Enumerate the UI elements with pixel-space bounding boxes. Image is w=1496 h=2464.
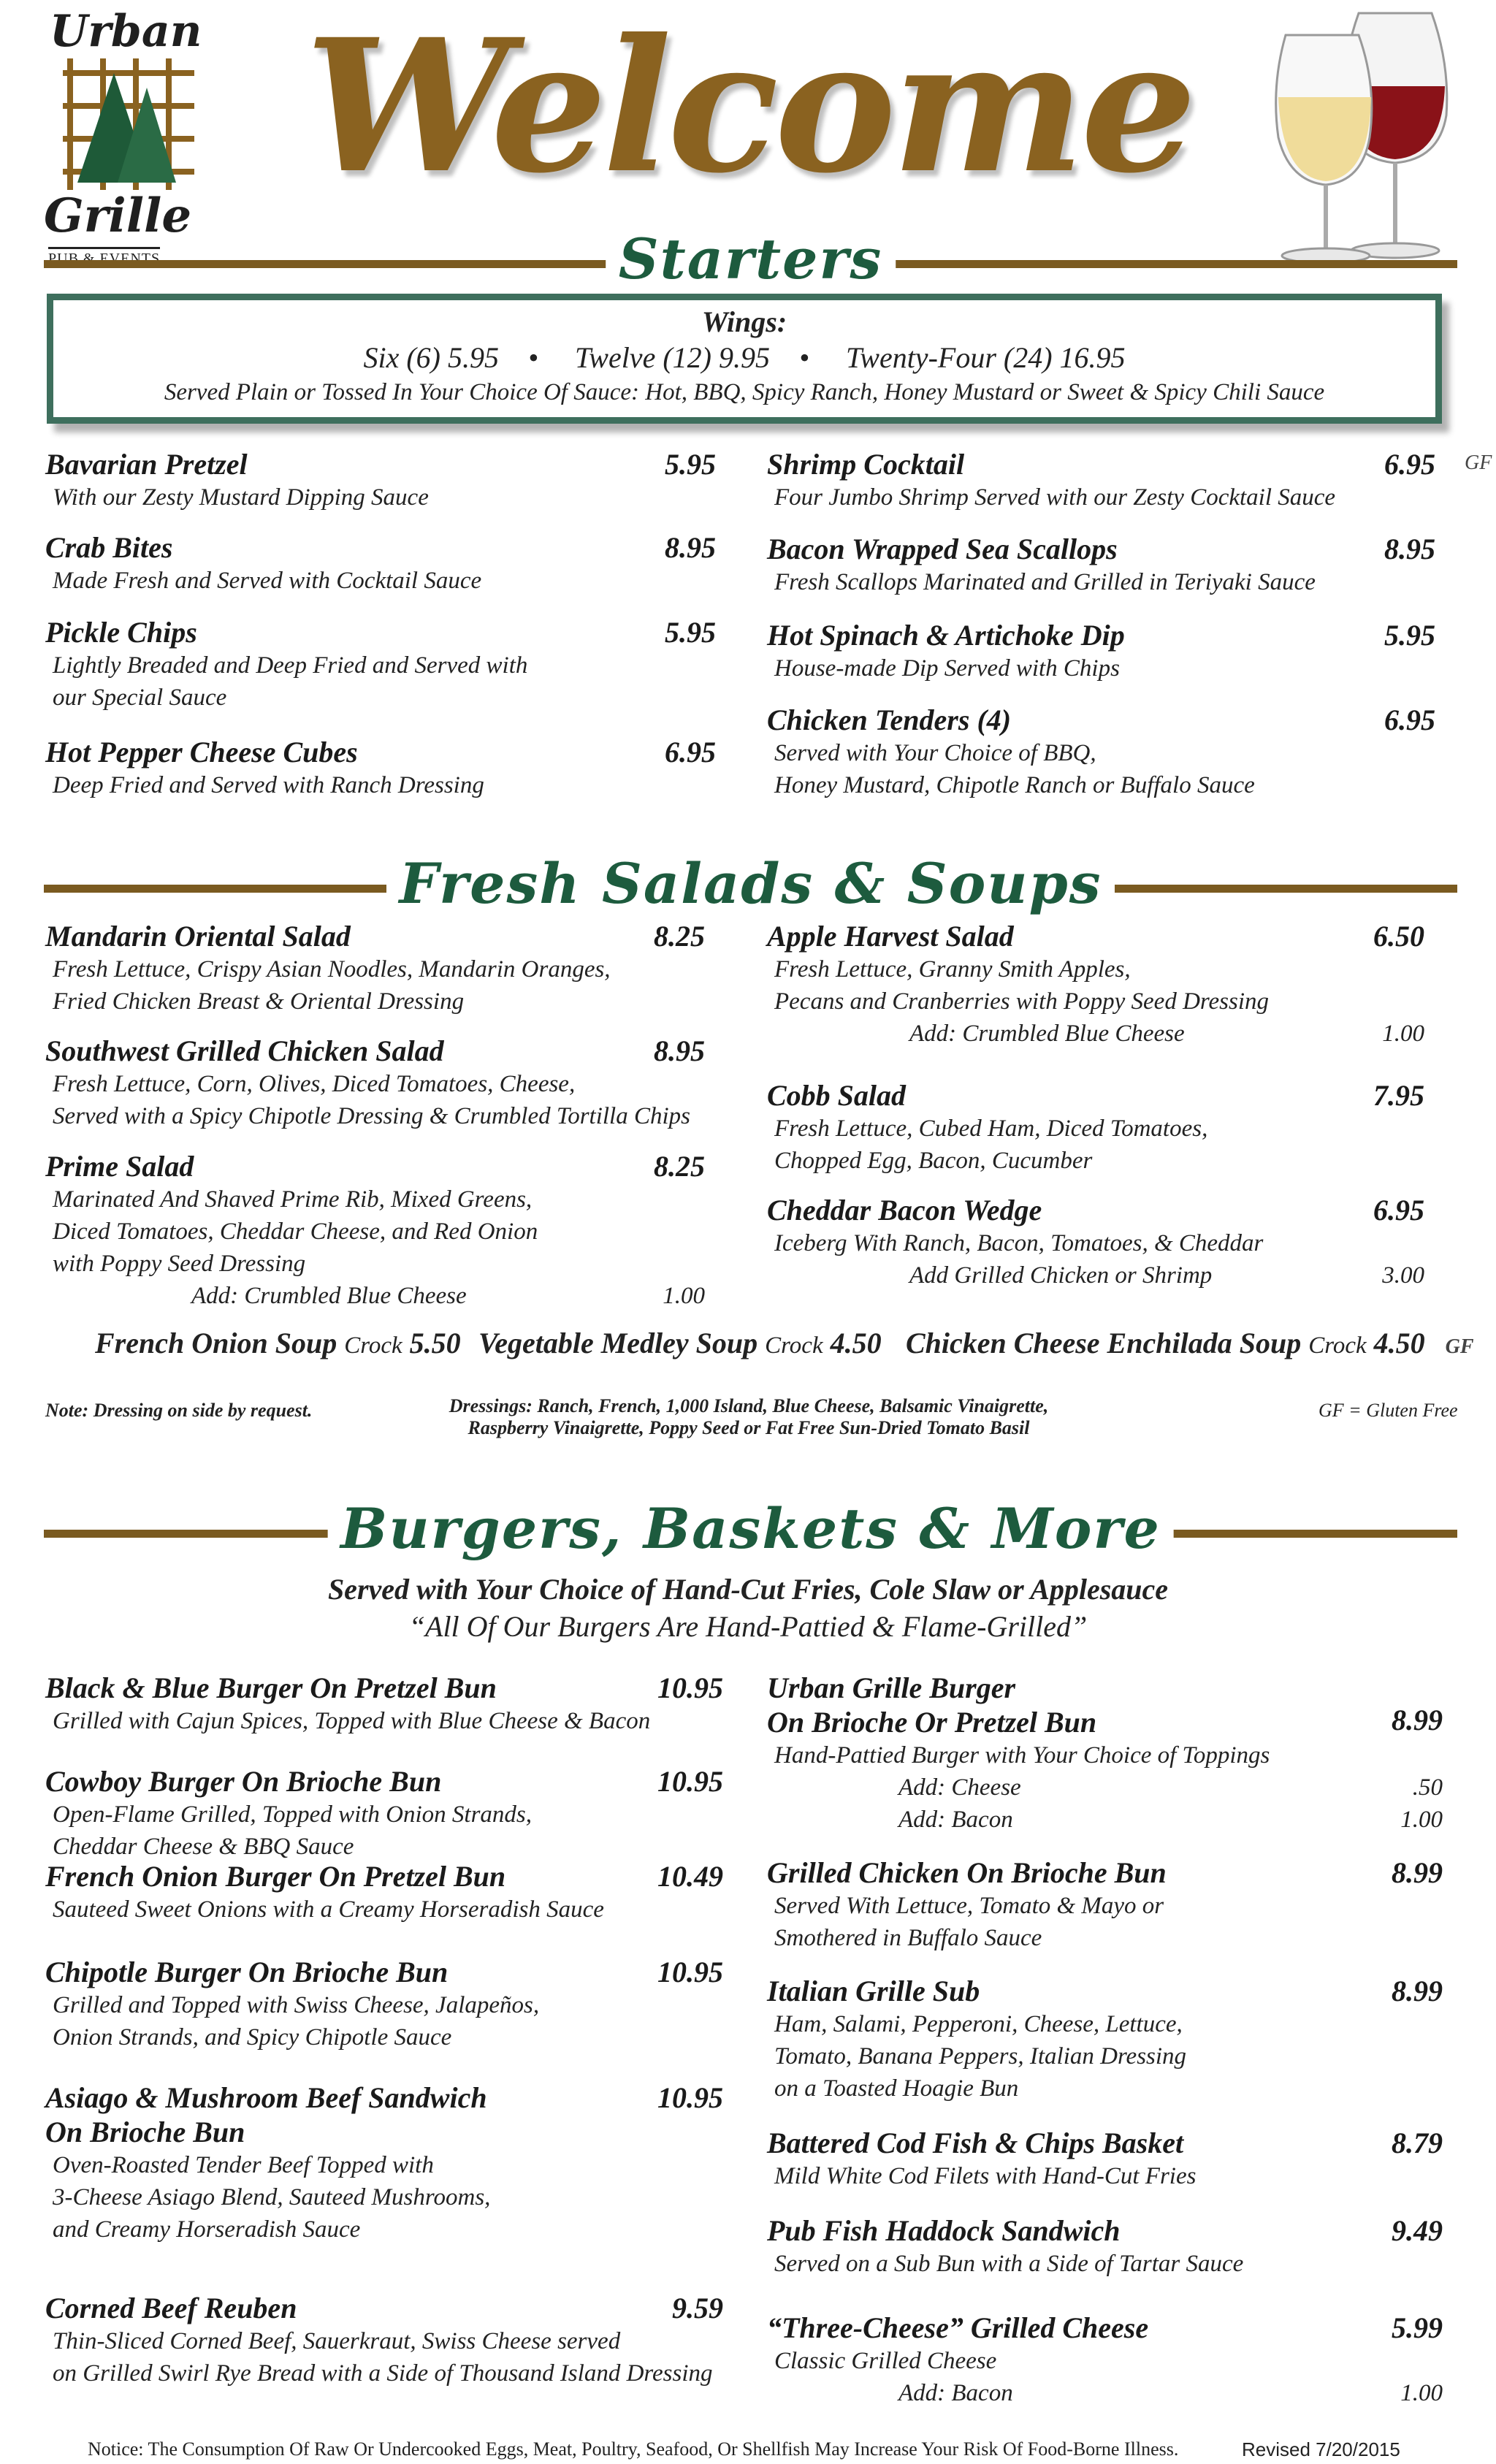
- item-add-on: [898, 1804, 1443, 1836]
- item-add-on: [909, 1259, 1424, 1292]
- wings-six: Six (6) 5.95: [363, 341, 499, 374]
- soup-name: Vegetable Medley Soup: [478, 1327, 758, 1359]
- menu-item: [45, 735, 716, 801]
- item-price: 10.95: [657, 1671, 723, 1704]
- item-price: 8.79: [1392, 2127, 1443, 2159]
- item-description: Sauteed Sweet Onions with a Creamy Horseradish Sauce: [53, 1896, 604, 1923]
- soup-price: 5.50: [409, 1327, 461, 1359]
- item-description: Ham, Salami, Pepperoni, Cheese, Lettuce,: [774, 2011, 1183, 2037]
- item-price: 8.25: [654, 920, 705, 953]
- menu-item: [45, 919, 705, 1018]
- add-on-label: Add: Bacon: [898, 2380, 1013, 2406]
- logo-trees-icon: [63, 58, 194, 190]
- salads-heading: Fresh Salads & Soups: [386, 851, 1115, 916]
- item-name: Grilled Chicken On Brioche Bun: [767, 1856, 1167, 1889]
- item-description: Served With Lettuce, Tomato & Mayo or: [774, 1893, 1164, 1919]
- item-description: Grilled and Topped with Swiss Cheese, Jalapeños,: [53, 1992, 540, 2018]
- menu-item: [767, 532, 1435, 598]
- dressings-line-1: Dressings: Ranch, French, 1,000 Island, Blue Cheese, Balsamic Vinaigrette,: [449, 1395, 1049, 1416]
- menu-item: [767, 1671, 1443, 1836]
- item-price: 10.95: [657, 2081, 723, 2114]
- item-description: Chopped Egg, Bacon, Cucumber: [774, 1148, 1093, 1174]
- menu-item: [767, 919, 1424, 1050]
- item-name-line-2: On Brioche Or Pretzel Bun: [767, 1706, 1097, 1739]
- wings-twelve: Twelve (12) 9.95: [574, 341, 770, 374]
- menu-item: [45, 1764, 723, 1863]
- dressing-side-note: Note: Dressing on side by request.: [45, 1400, 313, 1421]
- item-description: Mild White Cod Filets with Hand-Cut Fries: [774, 2163, 1197, 2189]
- item-name: Corned Beef Reuben: [45, 2292, 297, 2324]
- item-description: Fried Chicken Breast & Oriental Dressing: [53, 988, 465, 1015]
- menu-item: [45, 1859, 723, 1926]
- add-on-label: Add: Crumbled Blue Cheese: [191, 1283, 467, 1309]
- item-name: Apple Harvest Salad: [767, 920, 1014, 953]
- item-name: Cowboy Burger On Brioche Bun: [45, 1765, 442, 1798]
- item-name: Cheddar Bacon Wedge: [767, 1194, 1042, 1227]
- item-name: Bavarian Pretzel: [45, 448, 248, 481]
- gf-badge: GF: [1465, 451, 1492, 474]
- item-price: 9.49: [1392, 2214, 1443, 2247]
- item-name: Bacon Wrapped Sea Scallops: [767, 533, 1118, 565]
- item-description: with Poppy Seed Dressing: [53, 1251, 306, 1277]
- add-on-label: Add: Bacon: [898, 1807, 1013, 1833]
- item-description: House-made Dip Served with Chips: [774, 655, 1120, 682]
- soup-price: 4.50: [830, 1327, 882, 1359]
- salads-divider: [44, 851, 1457, 916]
- soup-name: Chicken Cheese Enchilada Soup: [906, 1327, 1302, 1359]
- item-description: Pecans and Cranberries with Poppy Seed Dressing: [774, 988, 1270, 1015]
- menu-item: [45, 1671, 723, 1737]
- item-name: Mandarin Oriental Salad: [45, 920, 351, 953]
- item-description: Fresh Lettuce, Granny Smith Apples,: [774, 956, 1131, 983]
- item-description: on Grilled Swirl Rye Bread with a Side of Thousand Island Dressing: [53, 2360, 713, 2387]
- item-price: 5.95: [665, 448, 716, 481]
- item-description: Fresh Lettuce, Corn, Olives, Diced Tomatoes, Cheese,: [53, 1071, 576, 1097]
- item-name: Hot Spinach & Artichoke Dip: [767, 619, 1125, 652]
- item-name: Crab Bites: [45, 531, 173, 564]
- item-description: Onion Strands, and Spicy Chipotle Sauce: [53, 2024, 452, 2051]
- soup-crock: Crock: [1308, 1332, 1367, 1359]
- soup-name: French Onion Soup: [95, 1327, 337, 1359]
- item-name: Prime Salad: [45, 1150, 194, 1183]
- item-price: 10.49: [657, 1860, 723, 1893]
- item-add-on: [191, 1280, 705, 1312]
- item-description: Four Jumbo Shrimp Served with our Zesty Cocktail Sauce: [774, 484, 1336, 511]
- item-name: Chipotle Burger On Brioche Bun: [45, 1956, 449, 1988]
- item-name: Urban Grille Burger: [767, 1671, 1016, 1704]
- logo-urban-text: Urban: [50, 6, 202, 57]
- item-name: “Three-Cheese” Grilled Cheese: [767, 2311, 1149, 2344]
- item-name: French Onion Burger On Pretzel Bun: [45, 1860, 506, 1893]
- logo-grille-text: Grille: [44, 188, 192, 243]
- dressings-list: [409, 1395, 1088, 1439]
- item-add-on: [898, 1771, 1443, 1804]
- menu-item: [767, 1974, 1443, 2105]
- item-price: 6.95: [665, 736, 716, 768]
- item-price: 8.25: [654, 1150, 705, 1183]
- item-price: 10.95: [657, 1765, 723, 1798]
- soup-french-onion: [95, 1326, 461, 1360]
- item-price: 8.95: [654, 1034, 705, 1067]
- menu-item: [45, 1149, 705, 1312]
- item-name-line-2: On Brioche Bun: [45, 2116, 245, 2148]
- item-description: Fresh Lettuce, Cubed Ham, Diced Tomatoes,: [774, 1115, 1208, 1142]
- add-on-price: 1.00: [663, 1283, 705, 1309]
- item-name: Shrimp Cocktail: [767, 448, 965, 481]
- gf-key: GF = Gluten Free: [1318, 1400, 1458, 1421]
- starters-heading: Starters: [606, 226, 896, 291]
- item-price: 5.95: [665, 616, 716, 649]
- food-safety-notice: Notice: The Consumption Of Raw Or Undercooked Eggs, Meat, Poultry, Seafood, Or Shellfish May Increase Your Risk Of Food-Borne Illness.: [88, 2438, 1179, 2460]
- item-description: Oven-Roasted Tender Beef Topped with: [53, 2152, 434, 2178]
- item-price: 6.95: [1384, 703, 1435, 736]
- menu-item: [767, 703, 1435, 801]
- add-on-price: 3.00: [1382, 1262, 1424, 1289]
- item-name: Cobb Salad: [767, 1079, 907, 1112]
- item-description: With our Zesty Mustard Dipping Sauce: [53, 484, 429, 511]
- menu-item: [767, 618, 1435, 684]
- item-description: Served with Your Choice of BBQ,: [774, 740, 1096, 766]
- add-on-label: Add: Cheese: [898, 1774, 1021, 1801]
- item-name: Hot Pepper Cheese Cubes: [45, 736, 358, 768]
- add-on-price: 1.00: [1400, 1807, 1443, 1833]
- soup-crock: Crock: [344, 1332, 402, 1359]
- burger-intro: [0, 1572, 1496, 1644]
- item-description: Diced Tomatoes, Cheddar Cheese, and Red Onion: [53, 1218, 538, 1245]
- item-price: 8.95: [665, 531, 716, 564]
- soup-crock: Crock: [765, 1332, 823, 1359]
- menu-item: [45, 2080, 723, 2246]
- add-on-price: 1.00: [1382, 1021, 1424, 1047]
- item-price: 5.99: [1392, 2311, 1443, 2344]
- item-description: 3-Cheese Asiago Blend, Sauteed Mushrooms,: [53, 2184, 491, 2211]
- wings-title: Wings:: [701, 305, 787, 338]
- item-description: Thin-Sliced Corned Beef, Sauerkraut, Swiss Cheese served: [53, 2328, 621, 2354]
- item-description: Served with a Spicy Chipotle Dressing & Crumbled Tortilla Chips: [53, 1103, 690, 1129]
- add-on-label: Add: Crumbled Blue Cheese: [909, 1021, 1185, 1047]
- item-description: on a Toasted Hoagie Bun: [774, 2075, 1019, 2102]
- item-description: and Creamy Horseradish Sauce: [53, 2216, 361, 2243]
- item-name: Asiago & Mushroom Beef Sandwich: [45, 2081, 487, 2114]
- add-on-price: 1.00: [1400, 2380, 1443, 2406]
- item-description: Hand-Pattied Burger with Your Choice of Toppings: [774, 1742, 1270, 1769]
- menu-item: [45, 1034, 705, 1132]
- menu-item: [45, 615, 716, 714]
- item-price: 6.95: [1373, 1194, 1424, 1227]
- wings-box: [47, 294, 1442, 424]
- logo-tagline: PUB & EVENTS: [48, 247, 160, 267]
- wings-twentyfour: Twenty-Four (24) 16.95: [845, 341, 1126, 374]
- item-description: Open-Flame Grilled, Topped with Onion Strands,: [53, 1801, 533, 1828]
- item-description: Lightly Breaded and Deep Fried and Served with: [53, 652, 528, 679]
- add-on-price: .50: [1412, 1774, 1443, 1801]
- menu-item: [767, 1078, 1424, 1177]
- item-price: 8.95: [1384, 533, 1435, 565]
- item-name: Battered Cod Fish & Chips Basket: [767, 2127, 1184, 2159]
- urban-grille-logo: [35, 6, 218, 267]
- item-add-on: [898, 2377, 1443, 2409]
- item-description: Made Fresh and Served with Cocktail Sauce: [53, 568, 482, 594]
- menu-item: [767, 2311, 1443, 2409]
- item-price: 9.59: [672, 2292, 723, 2324]
- item-price: 8.99: [1392, 1704, 1443, 1736]
- item-description: Grilled with Cajun Spices, Topped with Blue Cheese & Bacon: [53, 1708, 651, 1734]
- menu-item: [45, 1955, 723, 2053]
- burger-hand-pattied-line: “All Of Our Burgers Are Hand-Pattied & Flame-Grilled”: [408, 1610, 1088, 1643]
- dressings-line-2: Raspberry Vinaigrette, Poppy Seed or Fat Free Sun-Dried Tomato Basil: [468, 1417, 1030, 1438]
- starters-divider: [44, 226, 1457, 291]
- menu-item: [767, 2213, 1443, 2280]
- item-description: our Special Sauce: [53, 684, 227, 711]
- menu-item: [767, 1855, 1443, 1954]
- item-price: 6.50: [1373, 920, 1424, 953]
- item-price: 8.99: [1392, 1975, 1443, 2007]
- item-description: Smothered in Buffalo Sauce: [774, 1925, 1042, 1951]
- item-name: Southwest Grilled Chicken Salad: [45, 1034, 444, 1067]
- add-on-label: Add Grilled Chicken or Shrimp: [909, 1262, 1213, 1289]
- item-description: Fresh Scallops Marinated and Grilled in Teriyaki Sauce: [774, 569, 1316, 595]
- item-price: 7.95: [1373, 1079, 1424, 1112]
- item-name: Pub Fish Haddock Sandwich: [767, 2214, 1121, 2247]
- item-description: Marinated And Shaved Prime Rib, Mixed Greens,: [53, 1186, 533, 1213]
- item-add-on: [909, 1018, 1424, 1050]
- welcome-heading: Welcome: [305, 0, 1193, 213]
- burger-sides-line: Served with Your Choice of Hand-Cut Fries, Cole Slaw or Applesauce: [327, 1573, 1169, 1606]
- wings-sauces: Served Plain or Tossed In Your Choice Of Sauce: Hot, BBQ, Spicy Ranch, Honey Mustard or Sweet & Spicy Chili Sauce: [164, 379, 1325, 405]
- item-price: 10.95: [657, 1956, 723, 1988]
- soup-price: 4.50: [1373, 1327, 1425, 1359]
- item-description: Served on a Sub Bun with a Side of Tartar Sauce: [774, 2251, 1244, 2277]
- item-description: Iceberg With Ranch, Bacon, Tomatoes, & Cheddar: [774, 1230, 1264, 1256]
- item-price: 5.95: [1384, 619, 1435, 652]
- item-price: 8.99: [1392, 1856, 1443, 1889]
- item-description: Fresh Lettuce, Crispy Asian Noodles, Mandarin Oranges,: [53, 956, 611, 983]
- item-name: Italian Grille Sub: [767, 1975, 980, 2007]
- menu-item: [767, 2126, 1443, 2192]
- item-name: Chicken Tenders (4): [767, 703, 1012, 736]
- item-name: Pickle Chips: [45, 616, 197, 649]
- menu-item: [767, 1193, 1424, 1292]
- item-description: Deep Fried and Served with Ranch Dressing: [53, 772, 484, 798]
- item-price: 6.95: [1384, 448, 1435, 481]
- item-description: Honey Mustard, Chipotle Ranch or Buffalo Sauce: [774, 772, 1255, 798]
- gf-badge: GF: [1445, 1335, 1474, 1358]
- menu-item: [45, 2291, 723, 2389]
- burgers-divider: [44, 1496, 1457, 1561]
- menu-item: [45, 530, 716, 597]
- item-description: Classic Grilled Cheese: [774, 2348, 997, 2374]
- item-description: Cheddar Cheese & BBQ Sauce: [53, 1834, 354, 1860]
- menu-item: [767, 447, 1492, 514]
- menu-item: [45, 447, 716, 514]
- revised-date: Revised 7/20/2015: [1242, 2438, 1400, 2460]
- soup-chicken-enchilada: [906, 1326, 1474, 1360]
- wings-prices: Six (6) 5.95 • Twelve (12) 9.95 • Twenty-Four (24) 16.95: [363, 341, 1126, 374]
- burgers-heading: Burgers, Baskets & More: [327, 1496, 1174, 1561]
- soup-vegetable-medley: [478, 1326, 882, 1360]
- item-description: Tomato, Banana Peppers, Italian Dressing: [774, 2043, 1187, 2070]
- wine-glasses-icon: [1271, 6, 1461, 265]
- item-name: Black & Blue Burger On Pretzel Bun: [45, 1671, 497, 1704]
